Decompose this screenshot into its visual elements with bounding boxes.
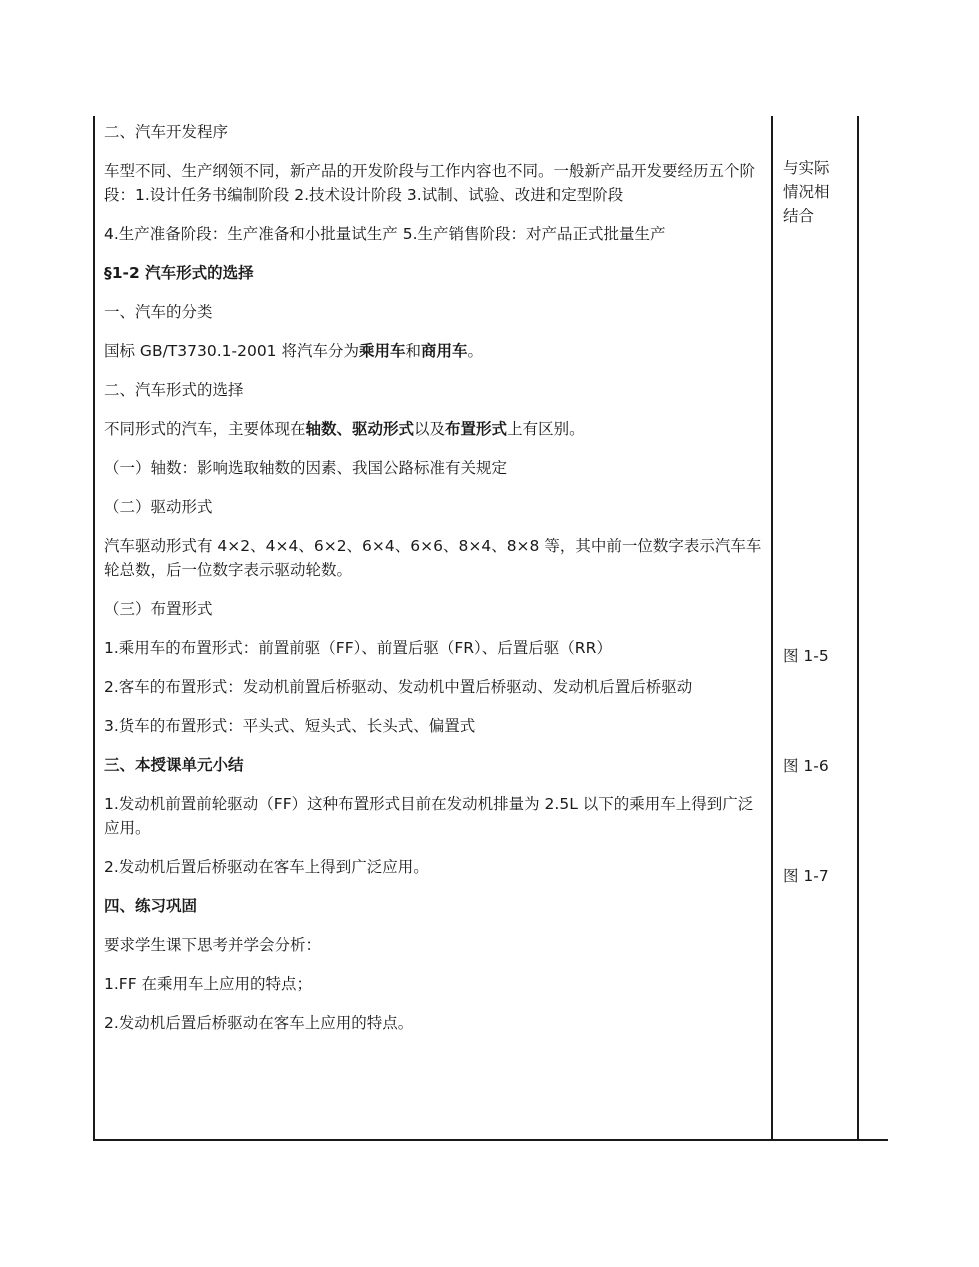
table-bottom-border	[93, 1139, 888, 1141]
paragraph-dev-stages: 车型不同、生产纲领不同，新产品的开发阶段与工作内容也不同。一般新产品开发要经历五个阶段：1.设计任务书编制阶段 2.技术设计阶段 3.试制、试验、改进和定型阶段	[104, 162, 756, 204]
table-left-border	[93, 116, 95, 1140]
paragraph-national-standard: 国标 GB/T3730.1-2001 将汽车分为乘用车和商用车。	[104, 342, 484, 360]
section-heading-summary: 三、本授课单元小结	[104, 756, 244, 774]
exercise-item-1: 1.FF 在乘用车上应用的特点；	[104, 975, 313, 993]
layout-truck: 3.货车的布置形式：平头式、短头式、长头式、偏置式	[104, 717, 476, 735]
section-title-vehicle-form: §1-2 汽车形式的选择	[104, 264, 254, 282]
subheading-form-selection: 二、汽车形式的选择	[104, 381, 244, 399]
summary-item-ff: 1.发动机前置前轮驱动（FF）这种布置形式目前在发动机排量为 2.5L 以下的乘用车上得到广泛应用。	[104, 795, 754, 837]
table-right-border	[857, 116, 859, 1140]
paragraph-dev-stages-cont: 4.生产准备阶段：生产准备和小批量试生产 5.生产销售阶段：对产品正式批量生产	[104, 225, 666, 243]
paragraph-drive-forms: 汽车驱动形式有 4×2、4×4、6×2、6×4、6×6、8×4、8×8 等，其中前一位数字表示汽车车轮总数，后一位数字表示驱动轮数。	[104, 537, 762, 579]
figure-ref-1-7: 图 1-7	[783, 867, 829, 885]
section-heading-exercise: 四、练习巩固	[104, 897, 198, 915]
layout-passenger-car: 1.乘用车的布置形式：前置前驱（FF）、前置后驱（FR）、后置后驱（RR）	[104, 639, 612, 657]
figure-ref-1-6: 图 1-6	[783, 757, 829, 775]
layout-bus: 2.客车的布置形式：发动机前置后桥驱动、发动机中置后桥驱动、发动机后置后桥驱动	[104, 678, 693, 696]
item-drive-form: （二）驱动形式	[104, 498, 213, 516]
summary-item-rear-engine: 2.发动机后置后桥驱动在客车上得到广泛应用。	[104, 858, 429, 876]
subheading-classification: 一、汽车的分类	[104, 303, 213, 321]
figure-ref-1-5: 图 1-5	[783, 647, 829, 665]
paragraph-differences: 不同形式的汽车，主要体现在轴数、驱动形式以及布置形式上有区别。	[104, 420, 585, 438]
item-axle-count: （一）轴数：影响选取轴数的因素、我国公路标准有关规定	[104, 459, 508, 477]
note-combine-practice: 与实际情况相结合	[783, 159, 830, 225]
section-heading-dev-procedure: 二、汽车开发程序	[104, 123, 229, 141]
item-layout-form: （三）布置形式	[104, 600, 213, 618]
table-column-divider	[771, 116, 773, 1140]
exercise-intro: 要求学生课下思考并学会分析：	[104, 936, 322, 954]
exercise-item-2: 2.发动机后置后桥驱动在客车上应用的特点。	[104, 1014, 414, 1032]
main-content-cell	[104, 120, 766, 1050]
